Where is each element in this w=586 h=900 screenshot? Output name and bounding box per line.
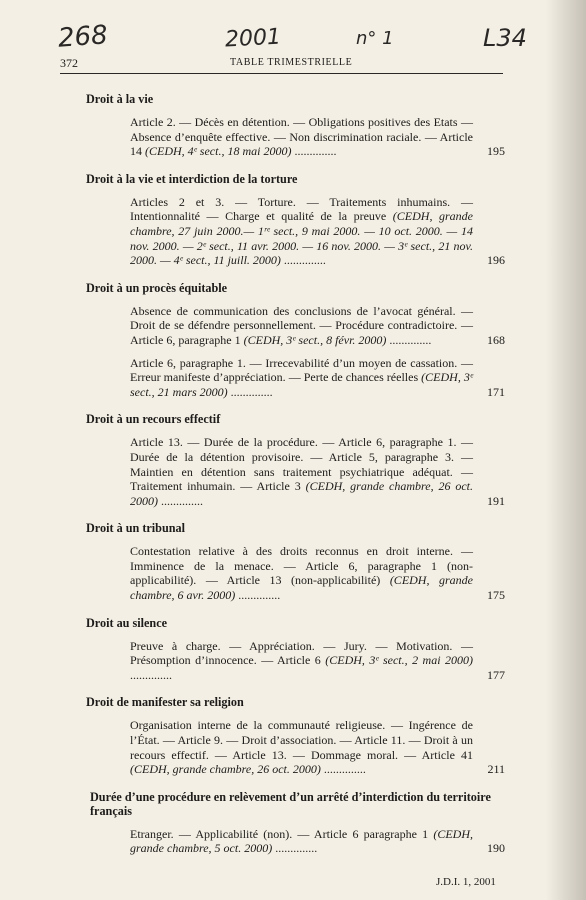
entry-text: Article 13. — Durée de la procédure. — Article 6, paragraphe 1. — Durée de la détention provisoire. — Article 5, paragraphe 3. — Maintien en détention sans traitement psychiatrique adéquat. — Traitement inhumain. — Article 3 [130, 435, 473, 494]
entry-reference: (CEDH, grande chambre, 5 oct. 2000) [130, 826, 473, 856]
section-title: Durée d’une procédure en relèvement d’un arrêté d’interdiction du territoire français [90, 789, 491, 818]
leader-dots: .............. [130, 667, 172, 682]
entry-text: Article 6, paragraphe 1. — Irrecevabilité d’un moyen de cassation. — Erreur manifeste d’appréciation. — Perte de chances réelles [130, 355, 473, 385]
entry-page-number: 190 [487, 841, 505, 856]
section-title: Droit à un recours effectif [86, 412, 221, 427]
entry-reference: (CEDH, grande chambre, 27 juin 2000.— 1ʳᵉ sect., 9 mai 2000. — 10 oct. 2000. — 14 nov. 2000. — 2ᵉ sect., 11 avr. 2000. — 16 nov. 2000. — 3ᵉ sect., 21 nov. 2000. — 4ᵉ sect., 11 juill. 2000) [130, 209, 473, 268]
index-entry [86, 115, 505, 159]
leader-dots: .............. [158, 493, 203, 508]
index-section [86, 616, 505, 683]
index-content [86, 92, 505, 869]
section-title: Droit de manifester sa religion [86, 695, 244, 710]
section-title: Droit à un procès équitable [86, 280, 228, 295]
section-title: Droit à la vie et interdiction de la torture [86, 171, 298, 186]
index-section [86, 92, 505, 159]
section-title: Droit à un tribunal [86, 521, 185, 536]
section-title: Droit au silence [86, 615, 168, 630]
index-section [86, 695, 505, 776]
entry-text: Contestation relative à des droits reconnus en droit interne. — Imminence de la menace. — Article 6, paragraphe 1 (non-applicabilité). — Article 13 (non-applicabilité) [130, 544, 473, 588]
leader-dots: .............. [280, 253, 326, 268]
index-entry [86, 435, 505, 508]
index-entry [86, 544, 505, 602]
entry-text: Article 2. — Décès en détention. — Obligations positives des Etats — Absence d’enquête effective. — Non discrimination raciale. — Article 14 [130, 115, 473, 159]
index-entry [86, 356, 505, 400]
entry-text: Articles 2 et 3. — Torture. — Traitements inhumains. — Intentionnalité — Charge et qualité de la preuve [130, 194, 473, 224]
running-title: TABLE TRIMESTRIELLE [230, 57, 353, 68]
index-entry [86, 195, 505, 268]
leader-dots: .............. [320, 762, 366, 777]
entry-page-number: 175 [487, 588, 505, 603]
entry-page-number: 191 [487, 493, 505, 508]
entry-reference: (CEDH, grande chambre, 26 oct. 2000) [130, 479, 473, 508]
index-entry [86, 718, 505, 776]
index-entry [86, 639, 505, 683]
entry-reference: (CEDH, 3ᵉ sect., 8 févr. 2000) [243, 332, 387, 347]
entry-page-number: 171 [487, 384, 505, 399]
entry-reference: (CEDH, 3ᵉ sect., 21 mars 2000) [130, 370, 474, 399]
entry-text: Preuve à charge. — Appréciation. — Jury. — Motivation. — Présomption d’innocence. — Article 6 [130, 638, 473, 668]
page-edge-shadow [546, 0, 586, 900]
leader-dots: .............. [235, 588, 281, 603]
handwritten-note: n° 1 [356, 28, 394, 49]
entry-text: Organisation interne de la communauté religieuse. — Ingérence de l’État. — Article 9. — Droit d’association. — Article 11. — Droit à un recours effectif. — Article 13. — Dommage moral. — Article 41 [130, 718, 473, 762]
entry-page-number: 177 [487, 667, 505, 682]
entry-page-number: 168 [487, 332, 505, 347]
entry-reference: (CEDH, grande chambre, 26 oct. 2000) [130, 762, 321, 777]
index-section [86, 412, 505, 508]
handwritten-note: L34 [483, 24, 527, 52]
handwritten-note: 268 [57, 20, 109, 54]
entry-page-number: 195 [487, 144, 505, 159]
section-title: Droit à la vie [86, 92, 154, 106]
entry-page-number: 196 [487, 253, 505, 268]
leader-dots: .............. [227, 384, 273, 399]
leader-dots: .............. [272, 841, 318, 856]
index-section [86, 790, 505, 856]
handwritten-note: 2001 [224, 24, 282, 53]
leader-dots: .............. [291, 144, 337, 159]
index-section [86, 521, 505, 602]
index-section [86, 172, 505, 268]
index-entry [86, 304, 505, 348]
header-rule [60, 73, 503, 74]
entry-reference: (CEDH, 4ᵉ sect., 18 mai 2000) [145, 144, 292, 159]
leader-dots: .............. [386, 332, 432, 347]
entry-text: Etranger. — Applicabilité (non). — Article 6 paragraphe 1 [130, 826, 434, 841]
page-number: 372 [60, 56, 78, 70]
entry-reference: (CEDH, grande chambre, 6 avr. 2000) [130, 573, 473, 603]
entry-text: Absence de communication des conclusions de l’avocat général. — Droit de se défendre personnellement. — Procédure contradictoire. — Article 6, paragraphe 1 [130, 303, 473, 347]
entry-reference: (CEDH, 3ᵉ sect., 2 mai 2000) [325, 653, 473, 668]
index-section [86, 281, 505, 400]
index-entry [86, 827, 505, 856]
entry-page-number: 211 [487, 762, 505, 777]
footer-citation: J.D.I. 1, 2001 [436, 876, 496, 888]
